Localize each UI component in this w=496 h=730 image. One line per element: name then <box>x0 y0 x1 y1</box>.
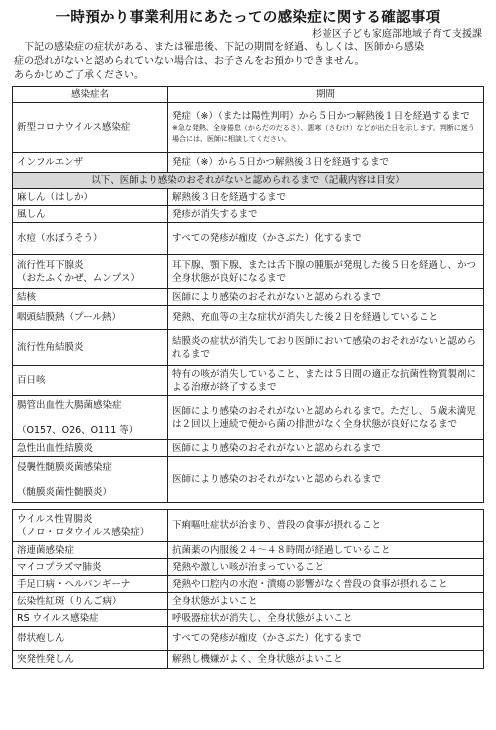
period-text: すべての発疹が痂皮（かさぶた）化するまで <box>172 233 362 244</box>
table-row <box>13 396 484 440</box>
disease-name-cell <box>13 627 168 651</box>
header-period: 期間 <box>168 87 484 103</box>
period-text: 医師により感染のおそれがないと認められるまで <box>172 442 382 454</box>
disease-name: 腸管出血性大腸菌感染症 <box>17 399 122 411</box>
table-row <box>13 103 484 153</box>
disease-name: 風しん <box>17 208 46 220</box>
table-row <box>13 440 484 457</box>
period-text: 耳下腺、顎下腺、または舌下腺の腫脹が発現した後５日を経過し、かつ全身状態が良好になるまで <box>172 259 477 284</box>
period-cell <box>168 542 484 559</box>
period-cell <box>168 103 484 153</box>
period-cell <box>168 593 484 610</box>
period-cell <box>168 189 484 206</box>
disease-name: 百日咳 <box>17 375 46 386</box>
disease-name-cell <box>13 223 168 255</box>
infection-table <box>12 86 484 669</box>
disease-name: 結核 <box>17 291 37 303</box>
period-text: 抗菌薬の内服後２４～４８時間が経過していること <box>172 544 391 556</box>
disease-name: 新型コロナウイルス感染症 <box>17 122 131 133</box>
table-header-row <box>13 87 484 103</box>
header-disease: 感染症名 <box>13 87 168 103</box>
department-name: 杉並区子ども家庭部地域子育て支援課 <box>312 29 482 40</box>
disease-name-cell <box>13 576 168 593</box>
disease-name-cell <box>13 366 168 396</box>
disease-name-cell <box>13 593 168 610</box>
table-row <box>13 153 484 173</box>
table-row <box>13 189 484 206</box>
table-row <box>13 593 484 610</box>
table-row <box>13 610 484 627</box>
disease-name-cell <box>13 396 168 440</box>
disease-name-cell <box>13 103 168 153</box>
period-text: 呼吸器症状が消失し、全身状態がよいこと <box>172 612 353 624</box>
table-row <box>13 366 484 396</box>
intro-line: あらかじめご了承ください。 <box>14 70 144 81</box>
period-cell <box>168 366 484 396</box>
period-cell <box>168 440 484 457</box>
disease-name-cell <box>13 542 168 559</box>
table-row <box>13 289 484 306</box>
period-cell <box>168 306 484 330</box>
table-row <box>13 576 484 593</box>
table-row <box>13 306 484 330</box>
period-text: 発症（※）（または陽性判明）から５日かつ解熱後１日を経過するまで <box>172 111 470 122</box>
table-row <box>13 510 484 542</box>
period-cell <box>168 627 484 651</box>
period-text: 医師により感染のおそれがないと認められるまで <box>172 474 382 485</box>
period-cell <box>168 289 484 306</box>
disease-name-cell <box>13 330 168 366</box>
disease-name-cell <box>13 255 168 289</box>
period-cell <box>168 223 484 255</box>
period-cell <box>168 651 484 669</box>
period-cell <box>168 457 484 503</box>
disease-name: 溶連菌感染症 <box>17 544 75 556</box>
disease-name-sub: （O157、O26、O111 等） <box>17 424 139 436</box>
disease-name: ウイルス性胃腸炎 <box>17 513 93 525</box>
disease-name-cell <box>13 610 168 627</box>
table-row <box>13 206 484 223</box>
period-text: 医師により感染のおそれがないと認められるまで <box>172 291 382 303</box>
disease-name: 急性出血性結膜炎 <box>17 442 94 454</box>
period-cell <box>168 206 484 223</box>
disease-name: 流行性耳下腺炎 <box>17 259 84 271</box>
period-text: 解熱後３日を経過するまで <box>172 191 287 203</box>
disease-name-sub: （髄膜炎菌性髄膜炎） <box>17 486 113 498</box>
disease-name: RS ウイルス感染症 <box>17 612 99 624</box>
section-divider <box>13 503 484 510</box>
page-title: 一時預かり事業利用にあたっての感染症に関する確認事項 <box>55 10 441 26</box>
disease-name-cell <box>13 559 168 576</box>
disease-name-cell <box>13 189 168 206</box>
period-cell <box>168 396 484 440</box>
period-text: 発症（※）から５日かつ解熱後３日を経過するまで <box>172 157 389 168</box>
period-text: 医師により感染のおそれがないと認められるまで。ただし、５歳未満児は２回以上連続で便から菌の排泄がなく全身状態が良好になるまで <box>172 405 476 430</box>
period-cell <box>168 559 484 576</box>
period-cell <box>168 153 484 173</box>
disease-name-cell <box>13 289 168 306</box>
period-text: 発疹が消失するまで <box>172 208 258 220</box>
period-text: 発熱や口腔内の水泡・潰瘍の影響がなく普段の食事が摂れること <box>172 578 448 590</box>
table-row <box>13 651 484 669</box>
divider-cell <box>13 503 484 510</box>
period-text: 発熱や激しい咳が治まっていること <box>172 561 325 573</box>
table-row <box>13 223 484 255</box>
disease-name: 突発性発しん <box>17 654 75 665</box>
period-cell <box>168 255 484 289</box>
period-note: ※急な発熱、全身倦怠（からだのだるさ）、悪寒（さむけ）などが出た日を示します。判断に迷う場合には、医師に相談してください。 <box>172 124 475 143</box>
period-cell <box>168 610 484 627</box>
disease-name-sub: （おたふくかぜ、ムンプス） <box>17 272 140 284</box>
period-text: 全身状態がよいこと <box>172 595 258 607</box>
intro-line: 下記の感染症の症状がある、または罹患後、下記の期間を経過、もしくは、医師から感染 <box>14 42 424 53</box>
table-row <box>13 457 484 503</box>
disease-name: 手足口病・ヘルパンギーナ <box>17 578 131 590</box>
disease-name-cell <box>13 510 168 542</box>
disease-name-cell <box>13 153 168 173</box>
period-text: すべての発疹が痂皮（かさぶた）化するまで <box>172 633 362 644</box>
subheader-row <box>13 173 484 189</box>
table-row <box>13 330 484 366</box>
table-row <box>13 542 484 559</box>
disease-name: 水痘（水ぼうそう） <box>17 233 103 244</box>
disease-name-cell <box>13 457 168 503</box>
period-text: 下痢嘔吐症状が治まり、普段の食事が摂れること <box>172 520 382 531</box>
table-row <box>13 255 484 289</box>
subheader-text: 以下、医師より感染のおそれがないと認められるまで（記載内容は目安） <box>13 173 484 189</box>
disease-name-sub: （ノロ・ロタウイルス感染症） <box>17 526 150 538</box>
disease-name: 咽頭結膜熱（プール熱） <box>17 312 122 323</box>
period-text: 特有の咳が消失していること、または５日間の適正な抗菌性物質製剤による治療が終了するまで <box>172 368 477 393</box>
table-row <box>13 627 484 651</box>
period-text: 結膜炎の症状が消失しており医師において感染のおそれがないと認められるまで <box>172 335 477 360</box>
disease-name-cell <box>13 206 168 223</box>
period-text: 解熱し機嫌がよく、全身状態がよいこと <box>172 654 343 665</box>
period-cell <box>168 576 484 593</box>
disease-name: インフルエンザ <box>17 157 84 168</box>
disease-name: 帯状疱しん <box>17 633 65 644</box>
period-cell <box>168 510 484 542</box>
disease-name-cell <box>13 440 168 457</box>
disease-name: マイコプラズマ肺炎 <box>17 561 102 573</box>
disease-name: 伝染性紅斑（りんご病） <box>17 595 122 607</box>
period-cell <box>168 330 484 366</box>
disease-name: 麻しん（はしか） <box>17 191 94 203</box>
disease-name: 流行性角結膜炎 <box>17 342 84 353</box>
intro-line: 症の恐れがないと認められていない場合は、お子さんをお預かりできません。 <box>14 56 365 67</box>
disease-name-cell <box>13 306 168 330</box>
period-text: 発熱、充血等の主な症状が消失した後２日を経過していること <box>172 312 439 323</box>
table-row <box>13 559 484 576</box>
intro-text <box>14 41 484 83</box>
disease-name: 侵襲性髄膜炎菌感染症 <box>17 461 113 473</box>
disease-name-cell <box>13 651 168 669</box>
